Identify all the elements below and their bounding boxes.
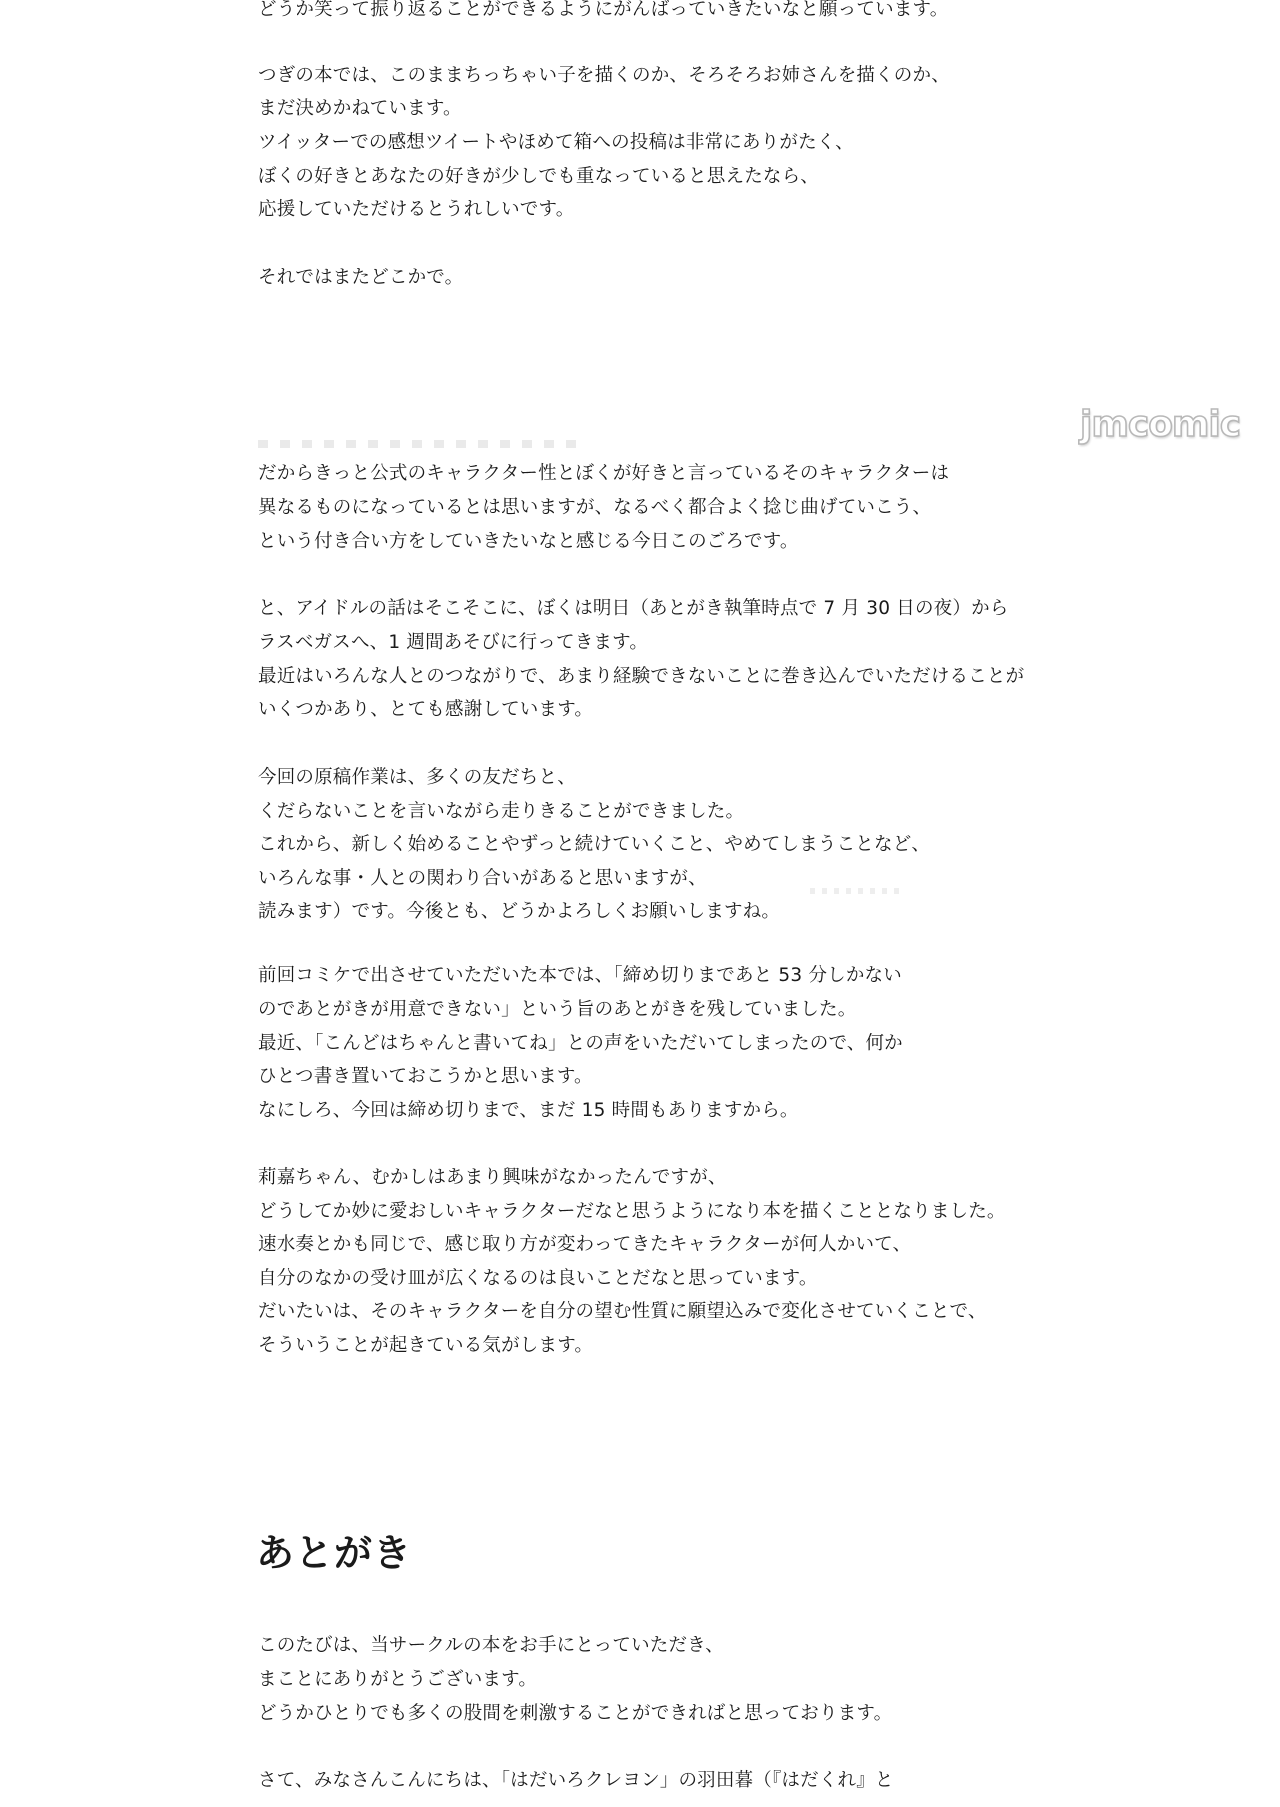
text-line: 応援していただけるとうれしいです。 [258, 199, 575, 220]
text-line: いくつかあり、とても感謝しています。 [258, 699, 594, 720]
text-line: 異なるものになっているとは思いますが、なるべく都合よく捻じ曲げていこう、 [258, 497, 932, 518]
text-line: 自分のなかの受け皿が広くなるのは良いことだなと思っています。 [258, 1268, 818, 1289]
text-line: ツイッターでの感想ツイートやほめて箱への投稿は非常にありがたく、 [258, 132, 854, 153]
faint-text-remnant [810, 888, 905, 894]
text-line: と、アイドルの話はそこそこに、ぼくは明日（あとがき執筆時点で 7 月 30 日の夜）から [258, 598, 1009, 619]
text-line: 最近はいろんな人とのつながりで、あまり経験できないことに巻き込んでいただけることが [258, 666, 1025, 687]
faint-text-remnant [258, 440, 588, 448]
text-line: つぎの本では、このままちっちゃい子を描くのか、そろそろお姉さんを描くのか、 [258, 65, 950, 86]
text-line: さて、みなさんこんにちは、「はだいろクレヨン」の羽田暮（『はだくれ』と [258, 1770, 894, 1791]
text-line: これから、新しく始めることやずっと続けていくこと、やめてしまうことなど、 [258, 834, 931, 855]
text-line: 今回の原稿作業は、多くの友だちと、 [258, 767, 576, 788]
text-line: 速水奏とかも同じで、感じ取り方が変わってきたキャラクターが何人かいて、 [258, 1234, 912, 1255]
text-line: ラスベガスへ、1 週間あそびに行ってきます。 [258, 632, 649, 653]
text-line: 前回コミケで出させていただいた本では、「締め切りまであと 53 分しかない [258, 965, 902, 986]
text-line: 最近、「こんどはちゃんと書いてね」との声をいただいてしまったので、何か [258, 1033, 903, 1054]
text-line: まことにありがとうございます。 [258, 1669, 538, 1690]
text-line: 莉嘉ちゃん、むかしはあまり興味がなかったんですが、 [258, 1167, 727, 1188]
text-line: 読みます）です。今後とも、どうかよろしくお願いしますね。 [258, 901, 781, 922]
text-line: いろんな事・人との関わり合いがあると思いますが、 [258, 868, 707, 889]
text-line: どうしてか妙に愛おしいキャラクターだなと思うようになり本を描くこととなりました。 [258, 1201, 1006, 1222]
watermark-logo: jmcomic [1080, 404, 1241, 445]
text-line: だからきっと公式のキャラクター性とぼくが好きと言っているそのキャラクターは [258, 463, 950, 484]
text-line: という付き合い方をしていきたいなと感じる今日このごろです。 [258, 531, 799, 552]
text-line: それではまたどこかで。 [258, 267, 464, 288]
text-line: このたびは、当サークルの本をお手にとっていただき、 [258, 1635, 724, 1656]
text-line: どうかひとりでも多くの股間を刺激することができればと思っております。 [258, 1703, 893, 1724]
text-line: まだ決めかねています。 [258, 98, 462, 119]
text-line: ぼくの好きとあなたの好きが少しでも重なっていると思えたなら、 [258, 166, 820, 187]
text-line: どうか笑って振り返ることができるようにがんばっていきたいなと願っています。 [258, 0, 949, 20]
text-line: くだらないことを言いながら走りきることができました。 [258, 801, 745, 822]
text-line: なにしろ、今回は締め切りまで、まだ 15 時間もありますから。 [258, 1100, 799, 1121]
text-line: だいたいは、そのキャラクターを自分の望む性質に願望込みで変化させていくことで、 [258, 1301, 987, 1322]
text-line: ひとつ書き置いておこうかと思います。 [258, 1066, 593, 1087]
text-line: のであとがきが用意できない」という旨のあとがきを残していました。 [258, 999, 857, 1020]
text-line: そういうことが起きている気がします。 [258, 1335, 594, 1356]
afterword-heading: あとがき [256, 1531, 413, 1575]
